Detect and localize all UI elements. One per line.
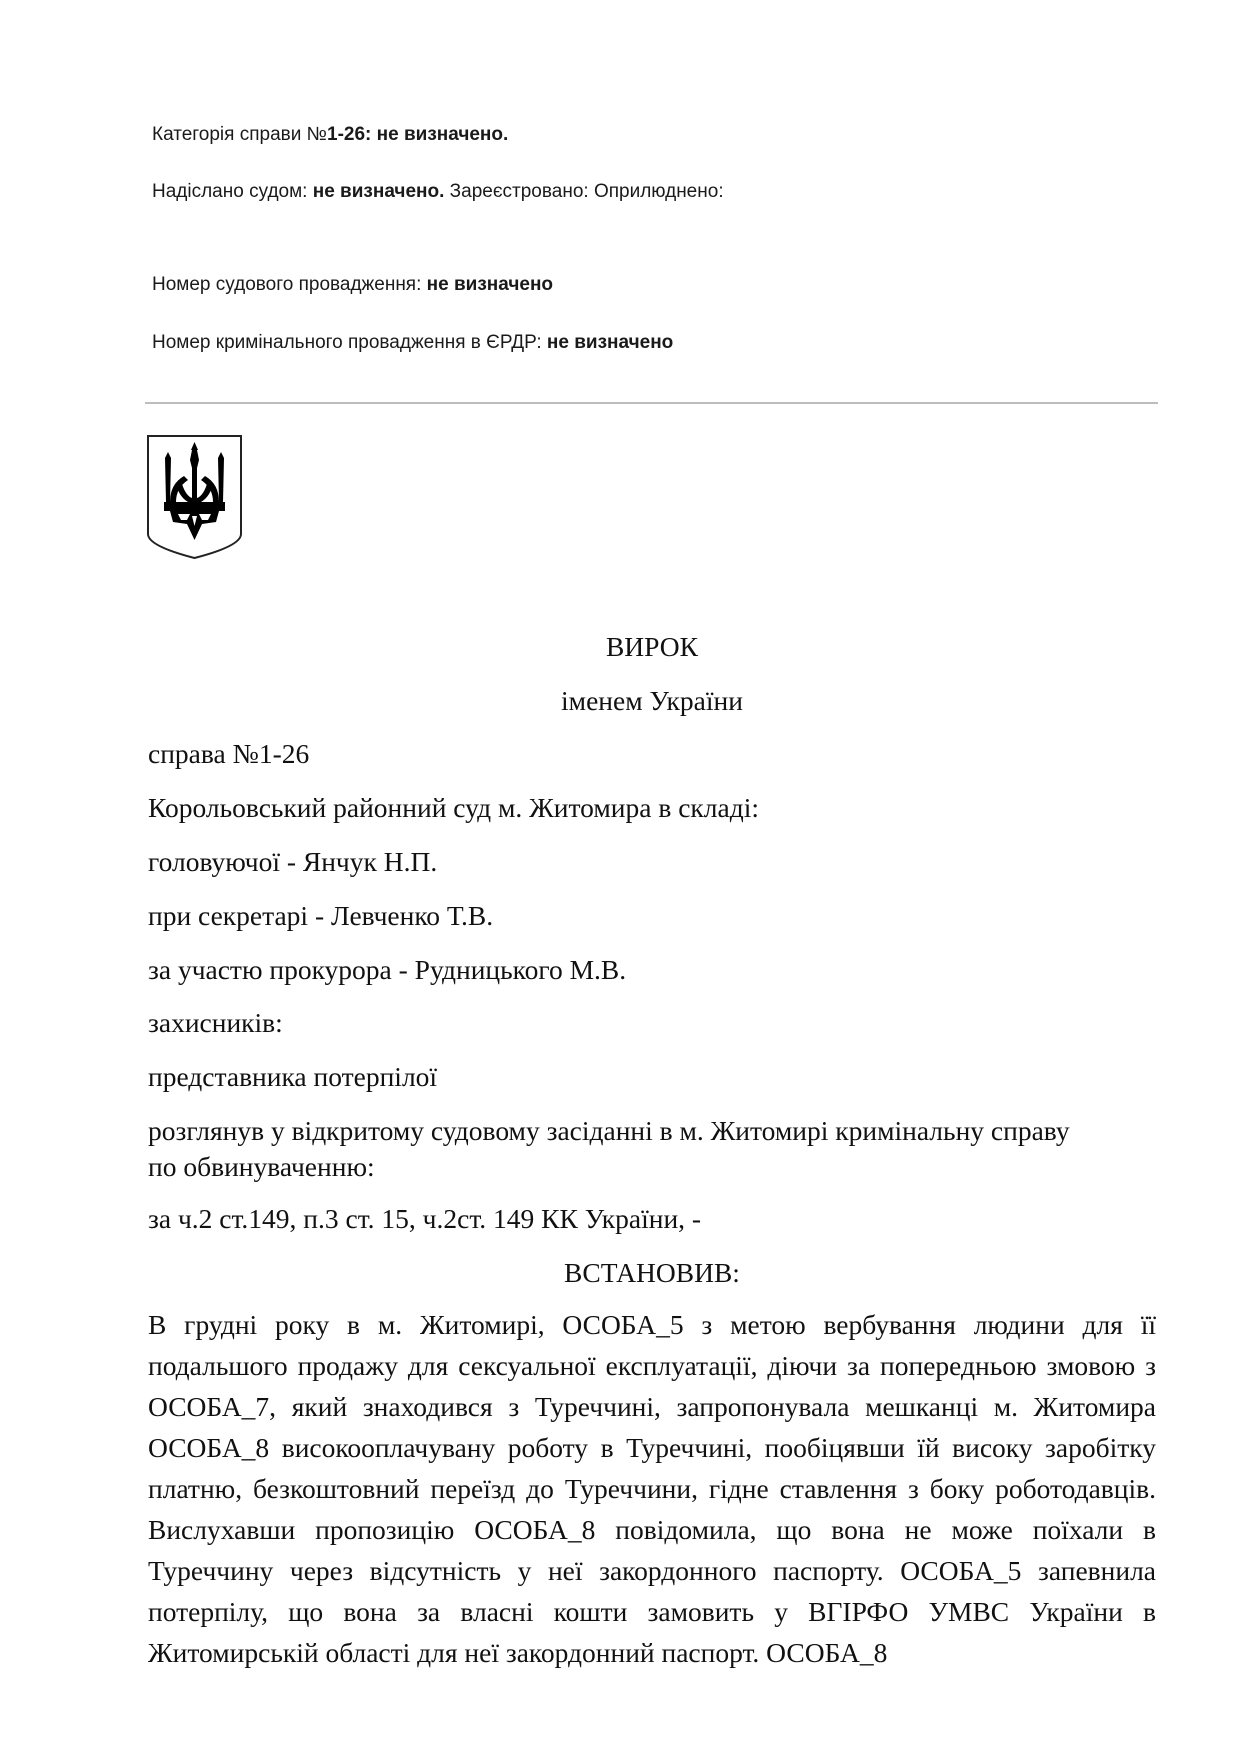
- sent-by-court-label: Надіслано судом:: [152, 181, 313, 202]
- court-proceeding-number-line: [152, 274, 553, 296]
- charges: за ч.2 ст.149, п.3 ст. 15, ч.2ст. 149 КК України, -: [148, 1203, 702, 1234]
- case-number: справа №1-26: [148, 738, 310, 769]
- case-considered-line-1: розглянув у відкритому судовому засіданні в м. Житомирі кримінальну справу: [148, 1115, 1070, 1146]
- case-considered-line-2: по обвинуваченню:: [148, 1151, 375, 1182]
- court-composition: Корольовський районний суд м. Житомира в складі:: [148, 792, 759, 823]
- victim-representative: представника потерпілої: [148, 1061, 438, 1092]
- prosecutor: за участю прокурора - Рудницького М.В.: [148, 954, 627, 985]
- registered-published-labels: Зареєстровано: Оприлюднено:: [444, 181, 724, 202]
- criminal-proceeding-number-line: [152, 332, 673, 354]
- sent-by-court-line: [152, 181, 724, 203]
- presiding-judge: головуючої - Янчук Н.П.: [148, 846, 438, 877]
- court-proceeding-number-value: не визначено: [426, 274, 554, 295]
- case-category-label: Категорія справи №: [152, 124, 327, 145]
- established-body: В грудні року в м. Житомирі, ОСОБА_5 з метою вербування людини для її подальшого продажу для сексуальної експлуатації, діючи за попередньою змовою з ОСОБА_7, який знаходився з Туреччині, запропонувала мешканці м. Житомира ОСОБА_8 високооплачувану роботу в Туреччині, пообіцявши їй високу заробітку платню, безкоштовний переїзд до Туреччини, гідне ставлення з боку роботодавців. Вислухавши пропозицію ОСОБА_8 повідомила, що вона не може поїхали в Туреччину через відсутність у неї закордонного паспорту. ОСОБА_5 запевнила потерпілу, що вона за власні кошти замовить у ВГІРФО УМВС України в Житомирській області для неї закордонний паспорт. ОСОБА_8: [148, 1309, 1156, 1668]
- established-heading: ВСТАНОВИВ:: [564, 1257, 740, 1288]
- sent-by-court-value: не визначено.: [312, 181, 445, 202]
- case-category-line: [152, 124, 508, 146]
- criminal-proceeding-number-value: не визначено: [546, 332, 674, 353]
- criminal-proceeding-number-label: Номер кримінального провадження в ЄРДР:: [152, 332, 547, 353]
- case-category-value: 1-26: не визначено.: [327, 124, 509, 145]
- court-proceeding-number-label: Номер судового провадження:: [152, 274, 427, 295]
- coat-of-arms-of-ukraine-icon: [146, 434, 243, 560]
- verdict-subtitle: іменем України: [561, 685, 743, 716]
- verdict-title: ВИРОК: [605, 631, 699, 662]
- header-divider: [145, 402, 1158, 404]
- court-secretary: при секретарі - Левченко Т.В.: [148, 900, 494, 931]
- defenders: захисників:: [148, 1007, 283, 1038]
